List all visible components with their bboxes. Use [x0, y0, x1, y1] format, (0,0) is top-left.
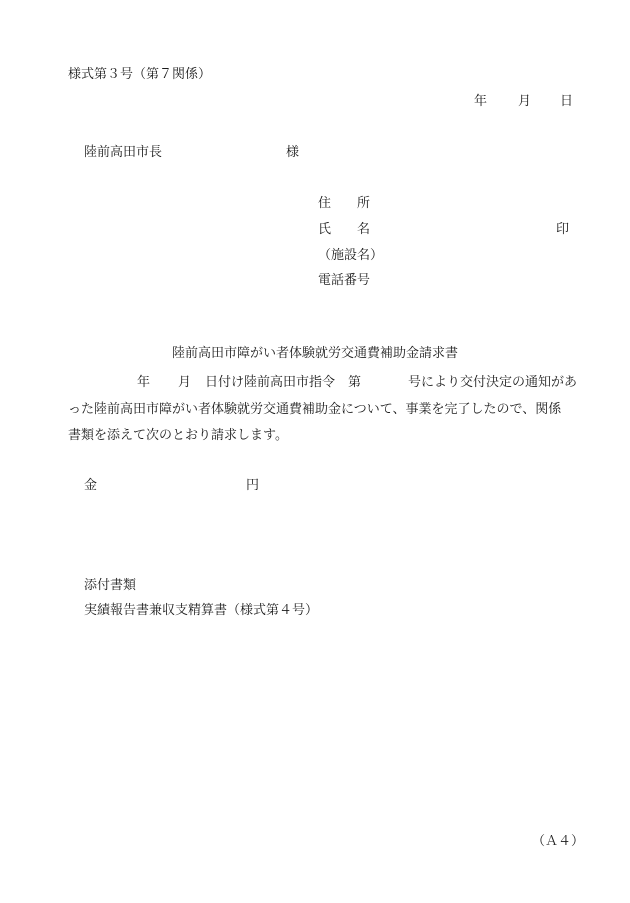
form-number: 様式第３号（第７関係）: [68, 67, 212, 82]
document-title: 陸前高田市障がい者体験就労交通費補助金請求書: [171, 346, 458, 361]
attachment-item: 実績報告書兼収支精算書（様式第４号）: [84, 603, 319, 618]
body-year-label: 年: [137, 375, 151, 390]
body-line-2: った陸前高田市障がい者体験就労交通費補助金について、事業を完了したので、関係: [68, 402, 562, 417]
addressee-name: 陸前高田市長: [84, 145, 163, 160]
body-segment-1: 日付け陸前高田市指令 第: [205, 375, 362, 390]
applicant-facility-label: （施設名）: [318, 248, 384, 263]
applicant-phone-label: 電話番号: [318, 273, 371, 288]
addressee-suffix: 様: [286, 145, 300, 160]
date-day-label: 日: [560, 94, 574, 109]
applicant-address-label: 住 所: [318, 196, 371, 211]
body-segment-2: 号により交付決定の通知があ: [408, 375, 578, 390]
attachments-title: 添付書類: [84, 578, 137, 593]
amount-label: 金: [84, 478, 98, 493]
body-line-3: 書類を添えて次のとおり請求します。: [68, 428, 288, 443]
body-month-label: 月: [178, 375, 192, 390]
seal-label: 印: [556, 222, 570, 237]
amount-unit: 円: [246, 478, 260, 493]
paper-size-label: （Ａ４）: [532, 834, 585, 849]
date-month-label: 月: [518, 94, 532, 109]
applicant-name-label: 氏 名: [318, 222, 371, 237]
date-year-label: 年: [474, 94, 488, 109]
